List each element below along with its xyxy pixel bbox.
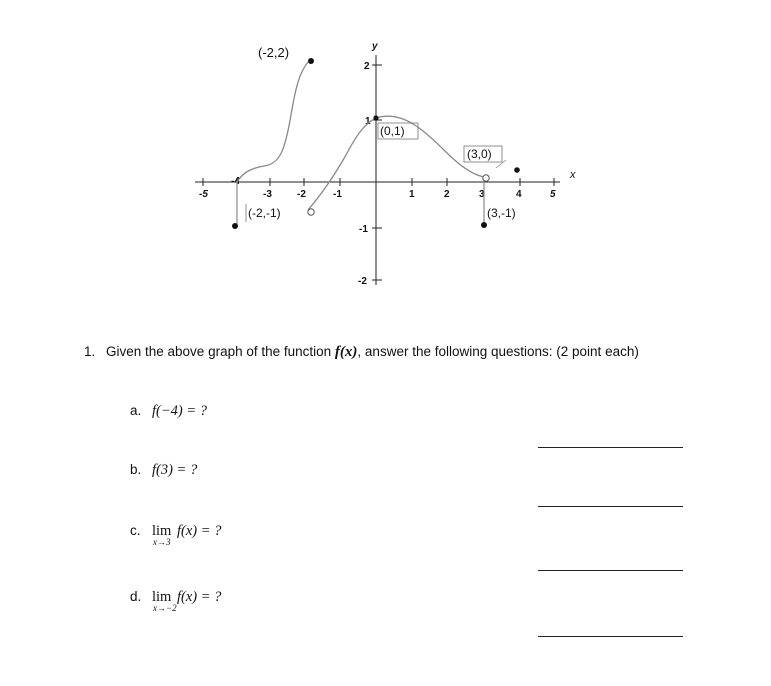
- part-letter: c.: [130, 523, 141, 538]
- x-tick-labels: [199, 176, 556, 200]
- question-number: 1.: [84, 344, 96, 359]
- y-tick-labels: [358, 61, 371, 287]
- x-tick-label: -1: [333, 189, 342, 200]
- lim-operator: lim: [152, 589, 172, 605]
- question-1: [84, 344, 639, 361]
- open-point-neg2-neg1: [308, 209, 314, 215]
- y-tick-label: 2: [364, 61, 370, 72]
- x-tick-label: 3: [479, 189, 485, 200]
- part-expression: f(−4) = ?: [152, 403, 208, 419]
- part-letter: a.: [130, 403, 142, 418]
- part-expression: f(x) = ?: [177, 523, 222, 539]
- point-label-3-neg1: (3,-1): [487, 206, 516, 220]
- point-label-neg2-2: (-2,2): [258, 45, 290, 60]
- y-tick-label: -1: [359, 224, 368, 235]
- point-label-3-0: (3,0): [467, 147, 492, 161]
- y-axis-label: y: [372, 41, 378, 52]
- x-tick-label: 2: [444, 189, 450, 200]
- part-expression: f(x) = ?: [177, 589, 222, 605]
- filled-point-0-1: [373, 115, 378, 120]
- y-tick-label: -2: [358, 276, 367, 287]
- lim-operator: lim: [152, 523, 172, 539]
- x-tick-label: -2: [297, 189, 306, 200]
- part-letter: d.: [130, 589, 142, 604]
- point-label-0-1: (0,1): [380, 124, 405, 138]
- x-tick-label: -4: [231, 176, 240, 187]
- filled-point-neg2-2: [308, 58, 314, 64]
- x-tick-label: -5: [199, 189, 208, 200]
- filled-point-3-neg1: [481, 222, 487, 228]
- x-tick-label: 4: [516, 189, 522, 200]
- part-d: [130, 589, 222, 613]
- y-tick-marks: [372, 65, 382, 280]
- lim-subscript: x→−2: [153, 603, 177, 613]
- part-expression: f(3) = ?: [152, 462, 198, 478]
- part-a: [130, 403, 207, 420]
- x-tick-label: 5: [550, 189, 556, 200]
- part-letter: b.: [130, 462, 142, 477]
- part-c: [130, 523, 222, 547]
- answer-line-d[interactable]: [538, 636, 683, 637]
- question-text-after: , answer the following questions: (2 point each): [357, 344, 639, 359]
- answer-line-c[interactable]: [538, 570, 683, 571]
- leader-line-3-0: [496, 160, 506, 168]
- curve-left-branch: [237, 62, 308, 182]
- y-tick-label: 1: [365, 116, 371, 127]
- filled-point-neg4-neg1: [232, 223, 238, 229]
- answer-line-b[interactable]: [538, 506, 683, 507]
- x-tick-label: -3: [263, 189, 272, 200]
- question-text-before: Given the above graph of the function: [106, 344, 335, 359]
- answer-line-a[interactable]: [538, 447, 683, 448]
- x-tick-label: 1: [409, 189, 415, 200]
- open-point-3-0: [483, 175, 489, 181]
- function-name: f(x): [334, 344, 358, 360]
- lim-subscript: x→3: [153, 537, 171, 547]
- x-axis-label: x: [570, 169, 576, 181]
- function-graph: [0, 0, 771, 300]
- point-label-neg2-neg1: (-2,-1): [248, 206, 281, 220]
- filled-point-3-1-right: [514, 167, 520, 173]
- part-b: [130, 462, 197, 479]
